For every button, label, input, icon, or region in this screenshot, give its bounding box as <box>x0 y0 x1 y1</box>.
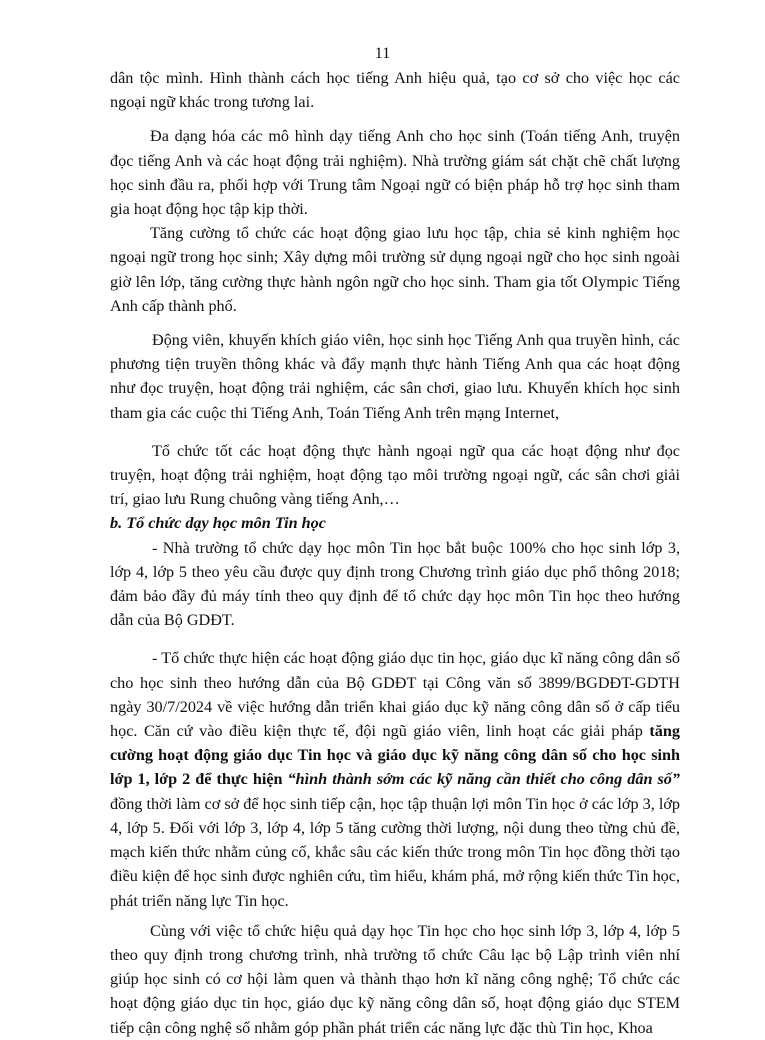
paragraph-digital-citizen-text-b: đồng thời làm cơ sở để học sinh tiếp cận, học tập thuận lợi môn Tin học ở các lớp 3, lớp 4, lớp 5. Đối với lớp 3, lớp 4, lớp 5 tăng cường thời lượng, nội dung theo từng chủ đề, mạch kiến thức nhằm củng cố, khắc sâu các kiến thức trong môn Tin học đồng thời tạo điều kiện để học sinh được nghiên cứu, tìm hiểu, khám phá, mở rộng kiến thức Tin học, phát triển năng lực Tin học. <box>110 794 680 910</box>
paragraph-english-practice: Tổ chức tốt các hoạt động thực hành ngoại ngữ qua các hoạt động như đọc truyện, hoạt động trải nghiệm, hoạt động tạo môi trường ngoại ngữ, các sân chơi giải trí, giao lưu Rung chuông vàng tiếng Anh,… <box>110 441 680 509</box>
paragraph-digital-citizen-skills <box>110 646 680 912</box>
paragraph-programming-club: Cùng với việc tổ chức hiệu quả dạy học Tin học cho học sinh lớp 3, lớp 4, lớp 5 theo quy định trong chương trình, nhà trường tổ chức Câu lạc bộ Lập trình viên nhí giúp học sinh có cơ hội làm quen và thành thạo hơn kĩ năng công nghệ; Tổ chức các hoạt động giáo dục tin học, giáo dục kỹ năng công dân số, hoạt động giáo dục STEM tiếp cận công nghệ số nhằm góp phần phát triển các năng lực đặc thù Tin học, Khoa <box>110 921 680 1037</box>
paragraph-english-exchange: Tăng cường tổ chức các hoạt động giao lưu học tập, chia sẻ kinh nghiệm học ngoại ngữ trong học sinh; Xây dựng môi trường sử dụng ngoại ngữ cho học sinh ngoài giờ lên lớp, tăng cường thực hành ngôn ngữ cho học sinh. Tham gia tốt Olympic Tiếng Anh cấp thành phố. <box>110 224 680 315</box>
document-body <box>110 66 680 1040</box>
section-heading-informatics: b. Tổ chức dạy học môn Tin học <box>110 514 326 533</box>
paragraph-digital-citizen-bold: tăng cường hoạt động giáo dục Tin học và giáo dục kỹ năng công dân số cho học sinh lớp 1, lớp 2 để thực hiện <box>110 722 680 789</box>
paragraph-english-encouragement: Động viên, khuyến khích giáo viên, học sinh học Tiếng Anh qua truyền hình, các phương tiện truyền thông khác và đẩy mạnh thực hành Tiếng Anh qua các hoạt động như đọc truyện, hoạt động trải nghiệm, các sân chơi, giao lưu. Khuyến khích học sinh tham gia các cuộc thi Tiếng Anh, Toán Tiếng Anh trên mạng Internet, <box>110 331 680 422</box>
paragraph-digital-citizen-quote: “hình thành sớm các kỹ năng cần thiết cho công dân số” <box>287 770 680 789</box>
paragraph-english-learning-end: dân tộc mình. Hình thành cách học tiếng Anh hiệu quả, tạo cơ sở cho việc học các ngoại ngữ khác trong tương lai. <box>110 69 680 112</box>
page-number: 11 <box>374 45 391 62</box>
paragraph-informatics-mandatory: - Nhà trường tổ chức dạy học môn Tin học bắt buộc 100% cho học sinh lớp 3, lớp 4, lớp 5 theo yêu cầu được quy định trong Chương trình giáo dục phổ thông 2018; đảm bảo đầy đủ máy tính theo quy định để tổ chức dạy học môn Tin học theo hướng dẫn của Bộ GDĐT. <box>110 538 680 630</box>
paragraph-english-models: Đa dạng hóa các mô hình dạy tiếng Anh cho học sinh (Toán tiếng Anh, truyện đọc tiếng Anh và các hoạt động trải nghiệm). Nhà trường giám sát chặt chẽ chất lượng học sinh đầu ra, phối hợp với Trung tâm Ngoại ngữ có biện pháp hỗ trợ học sinh tham gia hoạt động học tập kịp thời. <box>110 127 680 219</box>
paragraph-digital-citizen-text-a: - Tổ chức thực hiện các hoạt động giáo dục tin học, giáo dục kĩ năng công dân số cho học sinh theo hướng dẫn của Bộ GDĐT tại Công văn số 3899/BGDĐT-GDTH ngày 30/7/2024 về việc hướng dẫn triển khai giáo dục kỹ năng công dân số ở cấp tiểu học. Căn cứ vào điều kiện thực tế, đội ngũ giáo viên, linh hoạt các giải pháp <box>110 649 680 741</box>
